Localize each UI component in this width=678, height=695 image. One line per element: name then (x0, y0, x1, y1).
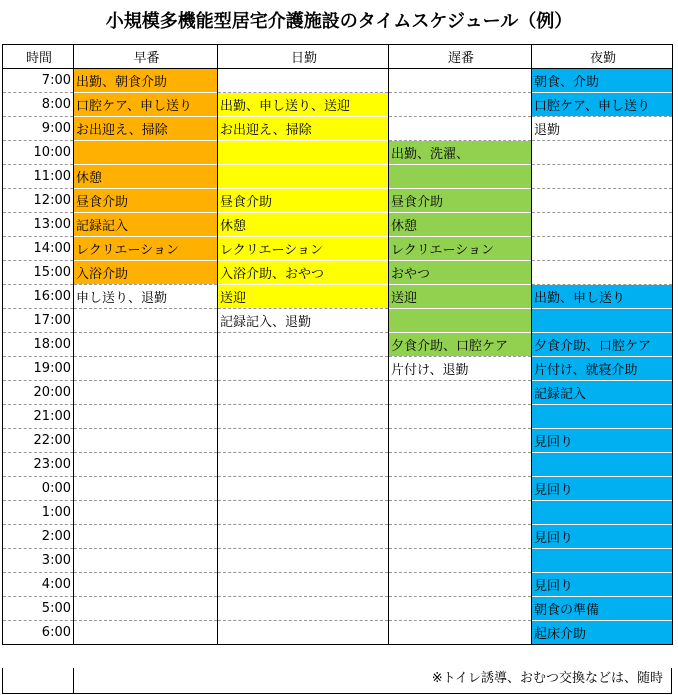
night-shift-cell[interactable]: 片付け、就寝介助 (532, 357, 673, 381)
early-shift-cell[interactable] (74, 525, 218, 549)
schedule-row (3, 117, 673, 141)
early-shift-cell[interactable] (74, 309, 218, 333)
late-shift-cell[interactable] (389, 165, 532, 189)
night-shift-cell[interactable] (532, 141, 673, 165)
late-shift-cell[interactable] (389, 93, 532, 117)
time-cell[interactable]: 2:00 (3, 525, 74, 549)
time-cell[interactable]: 5:00 (3, 597, 74, 621)
early-shift-cell[interactable] (74, 453, 218, 477)
header-night-shift[interactable]: 夜勤 (532, 45, 673, 69)
early-shift-cell[interactable] (74, 357, 218, 381)
day-shift-cell[interactable] (218, 405, 389, 429)
schedule-row (3, 141, 673, 165)
day-shift-cell[interactable] (218, 477, 389, 501)
early-shift-cell[interactable] (74, 381, 218, 405)
schedule-row (3, 165, 673, 189)
day-shift-cell[interactable] (218, 453, 389, 477)
time-cell[interactable]: 4:00 (3, 573, 74, 597)
schedule-row (3, 381, 673, 405)
time-cell[interactable]: 10:00 (3, 141, 74, 165)
night-shift-cell[interactable]: 見回り (532, 429, 673, 453)
schedule-row (3, 333, 673, 357)
late-shift-cell[interactable]: 片付け、退勤 (389, 357, 532, 381)
header-row (3, 45, 673, 69)
early-shift-cell[interactable] (74, 141, 218, 165)
time-cell[interactable]: 22:00 (3, 429, 74, 453)
night-shift-cell[interactable]: 夕食介助、口腔ケア (532, 333, 673, 357)
day-shift-cell[interactable]: 休憩 (218, 213, 389, 237)
night-shift-cell[interactable] (532, 453, 673, 477)
time-cell[interactable]: 7:00 (3, 69, 74, 93)
early-shift-cell[interactable] (74, 333, 218, 357)
time-cell[interactable]: 18:00 (3, 333, 74, 357)
schedule-row (3, 189, 673, 213)
night-shift-cell[interactable] (532, 189, 673, 213)
night-shift-cell[interactable] (532, 261, 673, 285)
time-cell[interactable]: 12:00 (3, 189, 74, 213)
schedule-row (3, 429, 673, 453)
night-shift-cell[interactable]: 出勤、申し送り (532, 285, 673, 309)
schedule-row (3, 357, 673, 381)
header-day-shift[interactable]: 日勤 (218, 45, 389, 69)
day-shift-cell[interactable] (218, 357, 389, 381)
early-shift-cell[interactable]: 出勤、朝食介助 (74, 69, 218, 93)
schedule-sheet (2, 44, 672, 668)
schedule-row (3, 261, 673, 285)
time-cell[interactable]: 20:00 (3, 381, 74, 405)
late-shift-cell[interactable] (389, 117, 532, 141)
night-shift-cell[interactable] (532, 549, 673, 573)
time-cell[interactable]: 6:00 (3, 621, 74, 645)
early-shift-cell[interactable]: 申し送り、退勤 (74, 285, 218, 309)
page-title: 小規模多機能型居宅介護施設のタイムスケジュール（例） (105, 11, 573, 32)
late-shift-cell[interactable]: おやつ (389, 261, 532, 285)
note-cell-time[interactable] (2, 668, 73, 693)
day-shift-cell[interactable]: 記録記入、退勤 (218, 309, 389, 333)
late-shift-cell[interactable]: 送迎 (389, 285, 532, 309)
schedule-row (3, 525, 673, 549)
day-shift-cell[interactable] (218, 165, 389, 189)
day-shift-cell[interactable] (218, 573, 389, 597)
time-cell[interactable]: 21:00 (3, 405, 74, 429)
early-shift-cell[interactable] (74, 477, 218, 501)
schedule-row (3, 501, 673, 525)
time-cell[interactable]: 15:00 (3, 261, 74, 285)
late-shift-cell[interactable] (389, 309, 532, 333)
late-shift-cell[interactable] (389, 549, 532, 573)
early-shift-cell[interactable] (74, 429, 218, 453)
header-time[interactable]: 時間 (3, 45, 74, 69)
day-shift-cell[interactable]: 入浴介助、おやつ (218, 261, 389, 285)
day-shift-cell[interactable] (218, 549, 389, 573)
early-shift-cell[interactable]: 昼食介助 (74, 189, 218, 213)
late-shift-cell[interactable] (389, 621, 532, 645)
schedule-row (3, 405, 673, 429)
time-cell[interactable]: 3:00 (3, 549, 74, 573)
night-shift-cell[interactable]: 見回り (532, 477, 673, 501)
night-shift-cell[interactable]: 朝食の準備 (532, 597, 673, 621)
late-shift-cell[interactable] (389, 501, 532, 525)
schedule-row (3, 453, 673, 477)
late-shift-cell[interactable] (389, 429, 532, 453)
early-shift-cell[interactable]: 記録記入 (74, 213, 218, 237)
schedule-row (3, 621, 673, 645)
day-shift-cell[interactable]: 出勤、申し送り、送迎 (218, 93, 389, 117)
day-shift-cell[interactable]: 送迎 (218, 285, 389, 309)
header-late-shift[interactable]: 遅番 (389, 45, 532, 69)
late-shift-cell[interactable]: 昼食介助 (389, 189, 532, 213)
day-shift-cell[interactable] (218, 381, 389, 405)
night-shift-cell[interactable]: 口腔ケア、申し送り (532, 93, 673, 117)
time-cell[interactable]: 17:00 (3, 309, 74, 333)
early-shift-cell[interactable]: お出迎え、掃除 (74, 117, 218, 141)
late-shift-cell[interactable]: 出勤、洗濯、 (389, 141, 532, 165)
day-shift-cell[interactable] (218, 501, 389, 525)
late-shift-cell[interactable]: レクリエーション (389, 237, 532, 261)
schedule-row (3, 69, 673, 93)
late-shift-cell[interactable] (389, 477, 532, 501)
night-shift-cell[interactable]: 記録記入 (532, 381, 673, 405)
night-shift-cell[interactable]: 朝食、介助 (532, 69, 673, 93)
schedule-table (2, 44, 673, 645)
night-shift-cell[interactable]: 起床介助 (532, 621, 673, 645)
time-cell[interactable]: 13:00 (3, 213, 74, 237)
time-cell[interactable]: 1:00 (3, 501, 74, 525)
early-shift-cell[interactable] (74, 549, 218, 573)
late-shift-cell[interactable] (389, 453, 532, 477)
late-shift-cell[interactable] (389, 405, 532, 429)
time-cell[interactable]: 23:00 (3, 453, 74, 477)
note-text: ※トイレ誘導、おむつ交換などは、随時 (431, 671, 663, 686)
day-shift-cell[interactable] (218, 525, 389, 549)
schedule-row (3, 309, 673, 333)
day-shift-cell[interactable] (218, 69, 389, 93)
time-cell[interactable]: 8:00 (3, 93, 74, 117)
schedule-row (3, 213, 673, 237)
night-shift-cell[interactable] (532, 165, 673, 189)
night-shift-cell[interactable] (532, 237, 673, 261)
early-shift-cell[interactable]: 口腔ケア、申し送り (74, 93, 218, 117)
day-shift-cell[interactable] (218, 597, 389, 621)
early-shift-cell[interactable] (74, 597, 218, 621)
day-shift-cell[interactable] (218, 429, 389, 453)
schedule-body (3, 69, 673, 645)
early-shift-cell[interactable]: レクリエーション (74, 237, 218, 261)
schedule-row (3, 573, 673, 597)
late-shift-cell[interactable] (389, 381, 532, 405)
time-cell[interactable]: 14:00 (3, 237, 74, 261)
schedule-row (3, 597, 673, 621)
night-shift-cell[interactable]: 退勤 (532, 117, 673, 141)
night-shift-cell[interactable]: 見回り (532, 525, 673, 549)
note-row (2, 668, 672, 694)
time-cell[interactable]: 11:00 (3, 165, 74, 189)
schedule-row (3, 93, 673, 117)
schedule-row (3, 549, 673, 573)
day-shift-cell[interactable]: レクリエーション (218, 237, 389, 261)
early-shift-cell[interactable] (74, 405, 218, 429)
day-shift-cell[interactable] (218, 621, 389, 645)
time-cell[interactable]: 9:00 (3, 117, 74, 141)
early-shift-cell[interactable] (74, 501, 218, 525)
day-shift-cell[interactable]: 昼食介助 (218, 189, 389, 213)
late-shift-cell[interactable]: 夕食介助、口腔ケア (389, 333, 532, 357)
night-shift-cell[interactable] (532, 501, 673, 525)
schedule-row (3, 237, 673, 261)
late-shift-cell[interactable]: 休憩 (389, 213, 532, 237)
note-cell-main[interactable] (73, 668, 672, 693)
late-shift-cell[interactable] (389, 525, 532, 549)
day-shift-cell[interactable]: お出迎え、掃除 (218, 117, 389, 141)
early-shift-cell[interactable]: 入浴介助 (74, 261, 218, 285)
time-cell[interactable]: 16:00 (3, 285, 74, 309)
schedule-row (3, 477, 673, 501)
early-shift-cell[interactable] (74, 573, 218, 597)
early-shift-cell[interactable]: 休憩 (74, 165, 218, 189)
time-cell[interactable]: 19:00 (3, 357, 74, 381)
day-shift-cell[interactable] (218, 141, 389, 165)
night-shift-cell[interactable] (532, 213, 673, 237)
schedule-row (3, 285, 673, 309)
time-cell[interactable]: 0:00 (3, 477, 74, 501)
night-shift-cell[interactable]: 見回り (532, 573, 673, 597)
early-shift-cell[interactable] (74, 621, 218, 645)
late-shift-cell[interactable] (389, 597, 532, 621)
late-shift-cell[interactable] (389, 69, 532, 93)
late-shift-cell[interactable] (389, 573, 532, 597)
night-shift-cell[interactable] (532, 405, 673, 429)
day-shift-cell[interactable] (218, 333, 389, 357)
night-shift-cell[interactable] (532, 309, 673, 333)
header-early-shift[interactable]: 早番 (74, 45, 218, 69)
